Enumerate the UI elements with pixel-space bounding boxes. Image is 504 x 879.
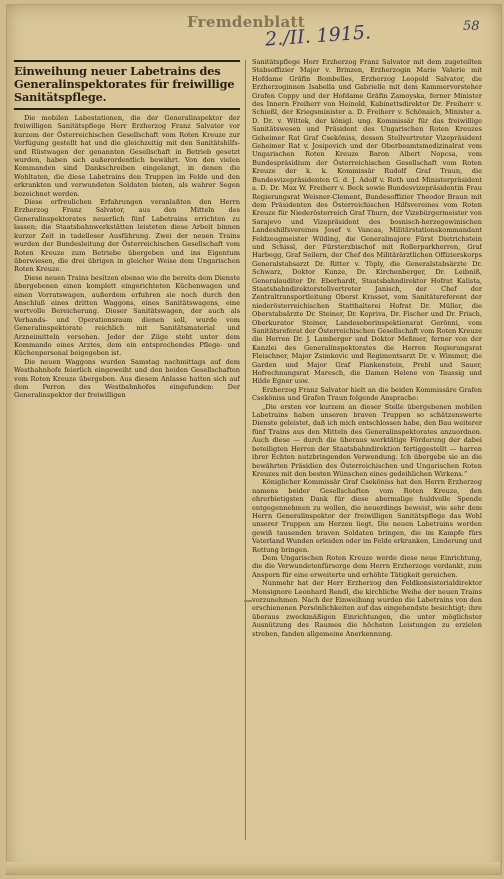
- handwritten-page-number: 58: [463, 19, 480, 34]
- article-paragraph: Dem Ungarischen Roten Kreuze werde diese neue Einrichtung, die die Verwundetenfürsorge dem Herrn Erzherzoge verdankt, zum Ansporn für eine erweiterte und erhöhte Tätigkeit gereichen.: [252, 553, 482, 579]
- paper-fold-mark: [244, 600, 252, 602]
- masthead: Fremdenblatt: [187, 13, 306, 31]
- article-right-column: [252, 58, 482, 846]
- paper-edge: [6, 862, 500, 873]
- article-paragraph: Diese neuen Trains besitzen ebenso wie die bereits dem Dienste übergebenen einen komplett eingerichteten Küchenwagen und einen Vorratswagen, außerdem erfuhren sie noch durch den Anschluß eines dritten Waggons, eines Sanitätswagens, eine wertvolle Bereicherung. Dieser Sanitätswagen, der auch als Verbands- und Operationsraum dienen soll, wurde vom Generalinspektorate reichlich mit Sanitätsmaterial und Arzneimitteln versehen. Jeder der Züge steht unter dem Kommando eines Arztes, dem ein entsprechendes Pflege- und Küchenpersonal beigegeben ist.: [14, 273, 240, 358]
- article-paragraph: Königlicher Kommissär Graf Cseköniss hat den Herrn Erzherzog namens beider Gesellschaften vom Roten Kreuze, den ehrerbietigsten Dank für diese abermalige huldvolle Spende entgegennehmen zu wollen, die neuerdings beweist, wie sehr dem Herrn Generalinspektor der freiwilligen Sanitätspflege das Wohl unserer Truppen am Herzen liegt. Die neuen Labetrains werden gewiß tausenden braven Soldaten bringen, die im Kampfe fürs Vaterland Wunden erleiden oder im Felde erkranken, Linderung und Rettung bringen.: [252, 478, 482, 554]
- article-paragraph: Diese erfreulichen Erfahrungen veranlaßten den Herrn Erzherzog Franz Salvator, aus den Mitteln des Generalinspektorates neuerlich fünf Labetrains errichten zu lassen; die Staatsbahnwerkstätten leisteten diese Arbeit binnen kurzer Zeit in tadelloser Ausführung. Zwei der neuen Trains wurden der Bundesleitung der Österreichischen Gesellschaft vom Roten Kreuze zum Betriebe übergeben und ins Eigentum überwiesen, die drei übrigen in gleicher Weise dem Ungarischen Roten Kreuze.: [14, 198, 240, 274]
- handwritten-date: 2./II. 1915.: [264, 21, 372, 51]
- article-paragraph: Die mobilen Labestationen, die der Generalinspektor der freiwilligen Sanitätspflege Herr Erzherzog Franz Salvator vor kurzem der Österreichischen Gesellschaft vom Roten Kreuze zur Verfügung gestellt hat und die gleichzeitig mit den Sanitätshilfs- und Rüstwagen der genannten Gesellschaft in Betrieb gesetzt wurden, haben sich außerordentlich bewährt. Von den vielen Kommanden sind Dankschreiben eingelangt, in denen die Wohltaten, die diese Labetrains den Truppen im Felde und den erkrankten und verwundeten Soldaten bieten, als wahrer Segen bezeichnet werden.: [14, 114, 240, 198]
- article-left-column: [14, 60, 240, 830]
- article-paragraph: Die neuen Waggons wurden Samstag nachmittags auf dem Westbahnhofe feierlich eingeweiht und den beiden Gesellschaften vom Roten Kreuze übergeben. Aus diesem Anlasse hatten sich auf dem Perron des Westbahnhofes eingefunden: Der Generalinspektor der freiwilligen: [14, 357, 240, 400]
- article-headline: Einweihung neuer Labetrains des Generalinspektorates für freiwillige Sanitätspflege.: [14, 60, 240, 110]
- article-paragraph: Nunmehr hat der Herr Erzherzog den Feldkonsistorialdirektor Monsignore Leonhard Rendl, die kirchliche Weihe der neuen Trains vorzunehmen. Nach der Einweihung wurden die Labetrains von den erschienenen Persönlichkeiten auf das eingehendste besichtigt; ihre überaus zweckmäßigen Einrichtungen, die unter möglichster Ausnützung des Raumes die höchsten Leistungen zu erzielen streben, fanden allgemeine Anerkennung.: [252, 579, 482, 638]
- column-divider: [245, 60, 246, 840]
- article-paragraph: Erzherzog Franz Salvator hielt an die beiden Kommissäre Grafen Cseköniss und Grafen Traun folgende Ansprache:: [252, 385, 482, 403]
- article-paragraph: Sanitätspflege Herr Erzherzog Franz Salvator mit dem zugeteilten Stabsoffizier Major v. Brinzen, Erzherzogin Marie Valerie mit Hofdame Gräfin Bombelles, Erzherzog Leopold Salvator, die Erzherzoginnen Isabella und Gabrielle mit dem Kammervorsteher Grafen Coppy und der Hofdame Gräfin Zamoyska, ferner Minister des Innern Freiherr von Heinold, Kabinettsdirektor Dr. Freiherr v. Schießl, der Kriegsminister a. D. Freiherr v. Schönaich, Minister a. D. Dr. v. Wittek, der königl. ung. Kommissär für das freiwillige Sanitätswesen und Präsident des Ungarischen Roten Kreuzes Geheimer Rat Graf Cseköniss, dessen Stellvertreter Vizepräsident Geheimer Rat v. Josipovich und der Oberbeamtsmedizinalrat vom Ungarischen Roten Kreuze Baron Albert Nopcsa, vom Bundespräsidium der Österreichischen Gesellschaft vom Roten Kreuze der k. k. Kommissär Rudolf Graf Traun, die Bundesvizepräsidenten G. d. J. Adolf v. Roth und Ministerpräsident a. D. Dr. Max W. Freiherr v. Beck sowie Bundesvizepräsidentin Frau Regierungsrat Weisner-Clement, Bundesoffizier Theodor Braun mit dem Präsidenten des Österreichischen Hilfsvereines vom Roten Kreuze für Niederösterreich Graf Thurn, der Vizebürgermeister von Sarajevo und Vizepräsident des bosnisch-herzegowinischen Landeshilfsvereines Josef v. Vancas, Militärstationskommandant Feldzeugmeister Wilding, die Generalmajore Fürst Dietrichstein und Schissl, der Fürsterzbischof mit Rollerparkherren, Graf Harbegg, Graf Seilern, der Chef des Militärärztlichen Offizierskorps Generalstabsarzt Dr. Ritter v. Töply, die Generalstabsärzte Dr. Schwarz, Doktor Kunze, Dr. Kirchenberger, Dr. Leibniß, Generalauditor Dr. Eberhardt, Staatsbahndirektor Hofrat Kalista, Staatsbahndirektorstellvertreter Janisch, der Chef der Zentraltransportleitung Oberst Krasset, vom Sanitätsreferent der niederösterreichischen Statthalterei Hofrat Dr. Müller, die Oberstabsärzte Dr. Steiner, Dr. Kopriva, Dr. Fischer und Dr. Frisch, Oberkurator Steiner, Landesoberinspektionsrat Gerönni, vom Sanitätsreferat der Österreichischen Gesellschaft vom Roten Kreuze die Herren Dr. J. Lamberger und Doktor Meßmer, ferner von der Kanzlei des Generalinspektorates die Herren Regierungsrat Fleischner, Major Zsimkovic und Regimentsarzt Dr. v. Wimmer, die Garden und Major Graf Plankenstein, Prebl und Sauer, Hofrechnungsrat Maresch, die Damen Helene von Taussig und Hilde Egner usw.: [252, 58, 482, 386]
- article-paragraph: „Die ersten vor kurzem an dieser Stelle übergebenen mobilen Labetrains haben unseren braven Truppen so schätzenswerte Dienste geleistet, daß ich mich entschlossen habe, den Bau weiterer fünf Trains aus den Mitteln des Generalinspektorates anzuordnen. Auch diese — durch die überaus werktätige Förderung der dabei beteiligten Herren der Staatsbahndirektion fertiggestellt — harren ihrer Echten nutzbringenden Verwendung. Ich übergebe sie an die bewährten Präsidien des Österreichischen und Ungarischen Roten Kreuzes mit den besten Wünschen eines gedeihlichen Wirkens.“: [252, 402, 482, 478]
